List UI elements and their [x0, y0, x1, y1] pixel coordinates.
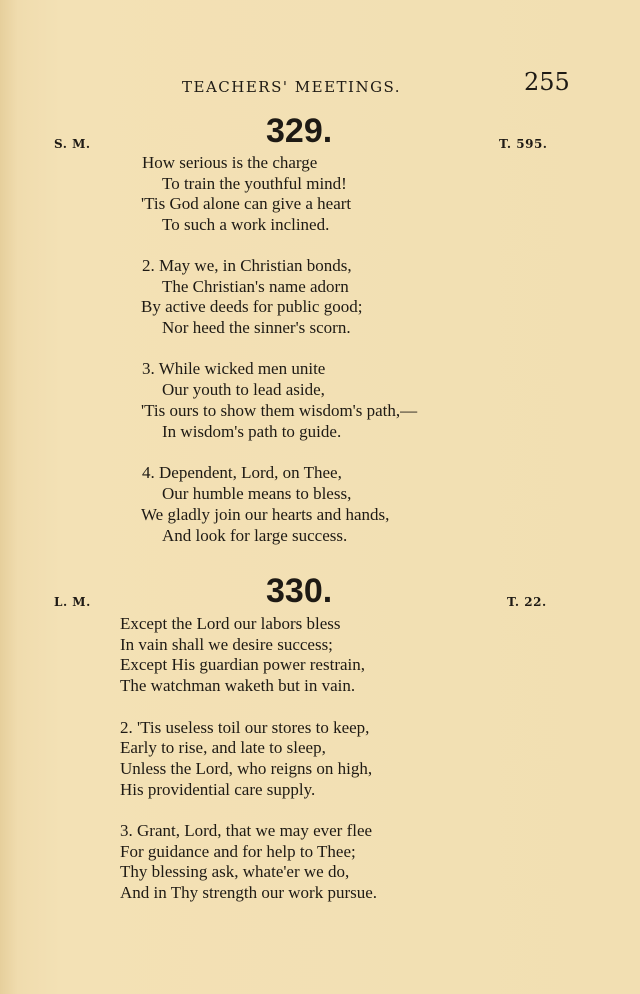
verse-line: By active deeds for public good; — [141, 297, 363, 316]
verse-line: The Christian's name adorn — [162, 277, 349, 296]
verse-line: How serious is the charge — [142, 153, 318, 172]
verse-line: And look for large success. — [162, 526, 348, 545]
verse-line: In wisdom's path to guide. — [162, 422, 342, 441]
verse-line: 'Tis ours to show them wisdom's path,— — [141, 401, 418, 420]
verse-line: Thy blessing ask, whate'er we do, — [120, 862, 350, 881]
verse-line: In vain shall we desire success; — [120, 635, 333, 654]
verse-line: For guidance and for help to Thee; — [120, 842, 356, 861]
verse-line: Our youth to lead aside, — [162, 380, 325, 399]
verse-line: We gladly join our hearts and hands, — [141, 505, 390, 524]
verse-line: 'Tis God alone can give a heart — [141, 194, 352, 213]
verse-line: Early to rise, and late to sleep, — [120, 738, 326, 757]
hymn-meter: L. M. — [54, 595, 91, 609]
hymn-meter: S. M. — [54, 137, 91, 151]
verse-line: Nor heed the sinner's scorn. — [162, 318, 351, 337]
hymn-number: 329. — [266, 112, 333, 150]
verse-line: 2. May we, in Christian bonds, — [142, 256, 352, 275]
running-header: TEACHERS' MEETINGS. — [182, 78, 402, 96]
verse-line: Except His guardian power restrain, — [120, 655, 365, 674]
verse-line: And in Thy strength our work pursue. — [120, 883, 378, 902]
hymn-tune: T. 22. — [507, 595, 547, 609]
verse-line: Unless the Lord, who reigns on high, — [120, 759, 373, 778]
verse-line: The watchman waketh but in vain. — [120, 676, 356, 695]
verse-line: Our humble means to bless, — [162, 484, 352, 503]
verse-line: His providential care supply. — [120, 780, 316, 799]
verse-line: To such a work inclined. — [162, 215, 330, 234]
hymn-tune: T. 595. — [499, 137, 548, 151]
hymn-number: 330. — [266, 572, 333, 610]
verse-line: 3. Grant, Lord, that we may ever flee — [120, 821, 373, 840]
verse-line: 2. 'Tis useless toil our stores to keep, — [120, 718, 370, 737]
verse-line: To train the youthful mind! — [162, 174, 347, 193]
verse-line: Except the Lord our labors bless — [120, 614, 341, 633]
page-number: 255 — [524, 68, 570, 96]
verse-line: 3. While wicked men unite — [142, 359, 326, 378]
verse-line: 4. Dependent, Lord, on Thee, — [142, 463, 342, 482]
